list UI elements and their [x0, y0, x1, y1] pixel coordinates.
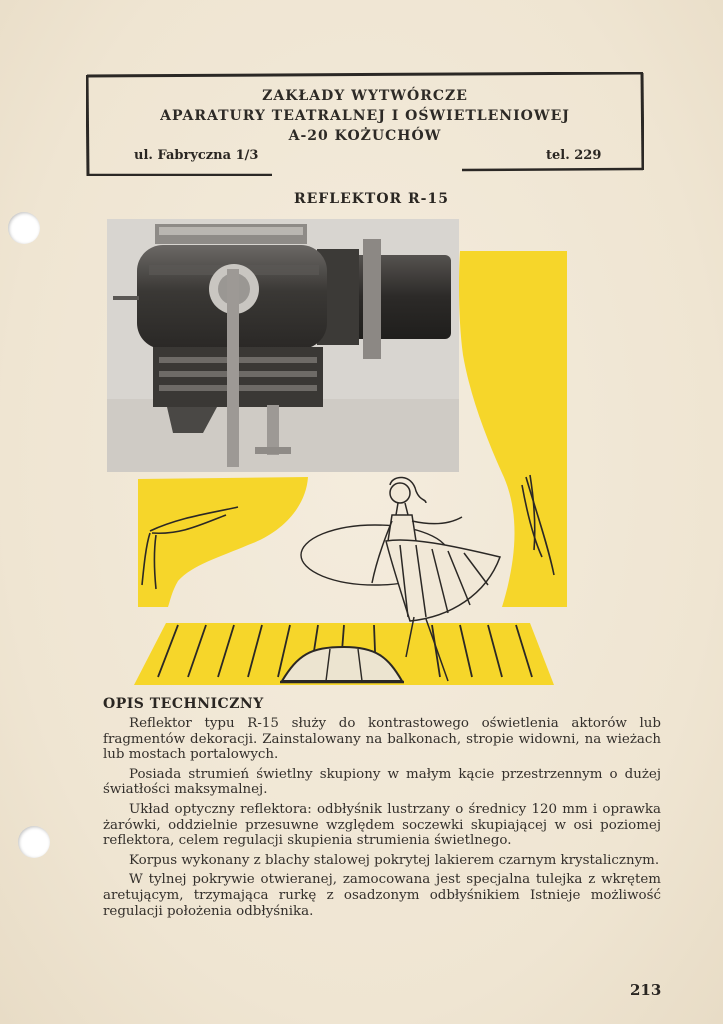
punch-hole-top — [8, 212, 40, 244]
paragraph: Układ optyczny reflektora: odbłyśnik lustrzany o średnicy 120 mm i oprawka żarówki, oddzielnie przesuwne względem soczewki skupiającej w osi poziomej reflektora, celem regulacji skupienia strumienia świetlnego. — [103, 801, 661, 849]
page-number: 213 — [630, 981, 662, 999]
paragraph: Posiada strumień świetlny skupiony w małym kącie przestrzennym o dużej światłości maksymalnej. — [103, 766, 661, 798]
paragraph: W tylnej pokrywie otwieranej, zamocowana jest specjalna tulejka z wkrętem aretującym, trzymająca rurkę z osadzonym odbłyśnikiem Istnieje możliwość regulacji położenia odbłyśnika. — [103, 872, 661, 919]
company-name-line2: APARATURY TEATRALNEJ I OŚWIETLENIOWEJ — [160, 108, 570, 124]
stage-illustration — [130, 245, 570, 690]
company-city: A-20 KOŻUCHÓW — [288, 128, 442, 144]
letterhead-box — [86, 72, 644, 176]
paragraph: Korpus wykonany z blachy stalowej pokrytej lakierem czarnym krystalicznym. — [129, 852, 660, 868]
product-title: REFLEKTOR R-15 — [294, 191, 449, 207]
left-curtain — [138, 477, 308, 607]
company-address: ul. Fabryczna 1/3 — [134, 148, 259, 163]
company-phone: tel. 229 — [546, 148, 602, 163]
company-name-line1: ZAKŁADY WYTWÓRCZE — [262, 88, 468, 104]
punch-hole-bottom — [18, 826, 50, 858]
section-heading: OPIS TECHNICZNY — [103, 696, 264, 712]
paragraph: Reflektor typu R-15 służy do kontrastowego oświetlenia aktorów lub fragmentów dekoracji. Zainstalowany na balkonach, stropie widowni, na wieżach lub mostach portalowych. — [103, 716, 661, 763]
description-text — [103, 716, 661, 923]
